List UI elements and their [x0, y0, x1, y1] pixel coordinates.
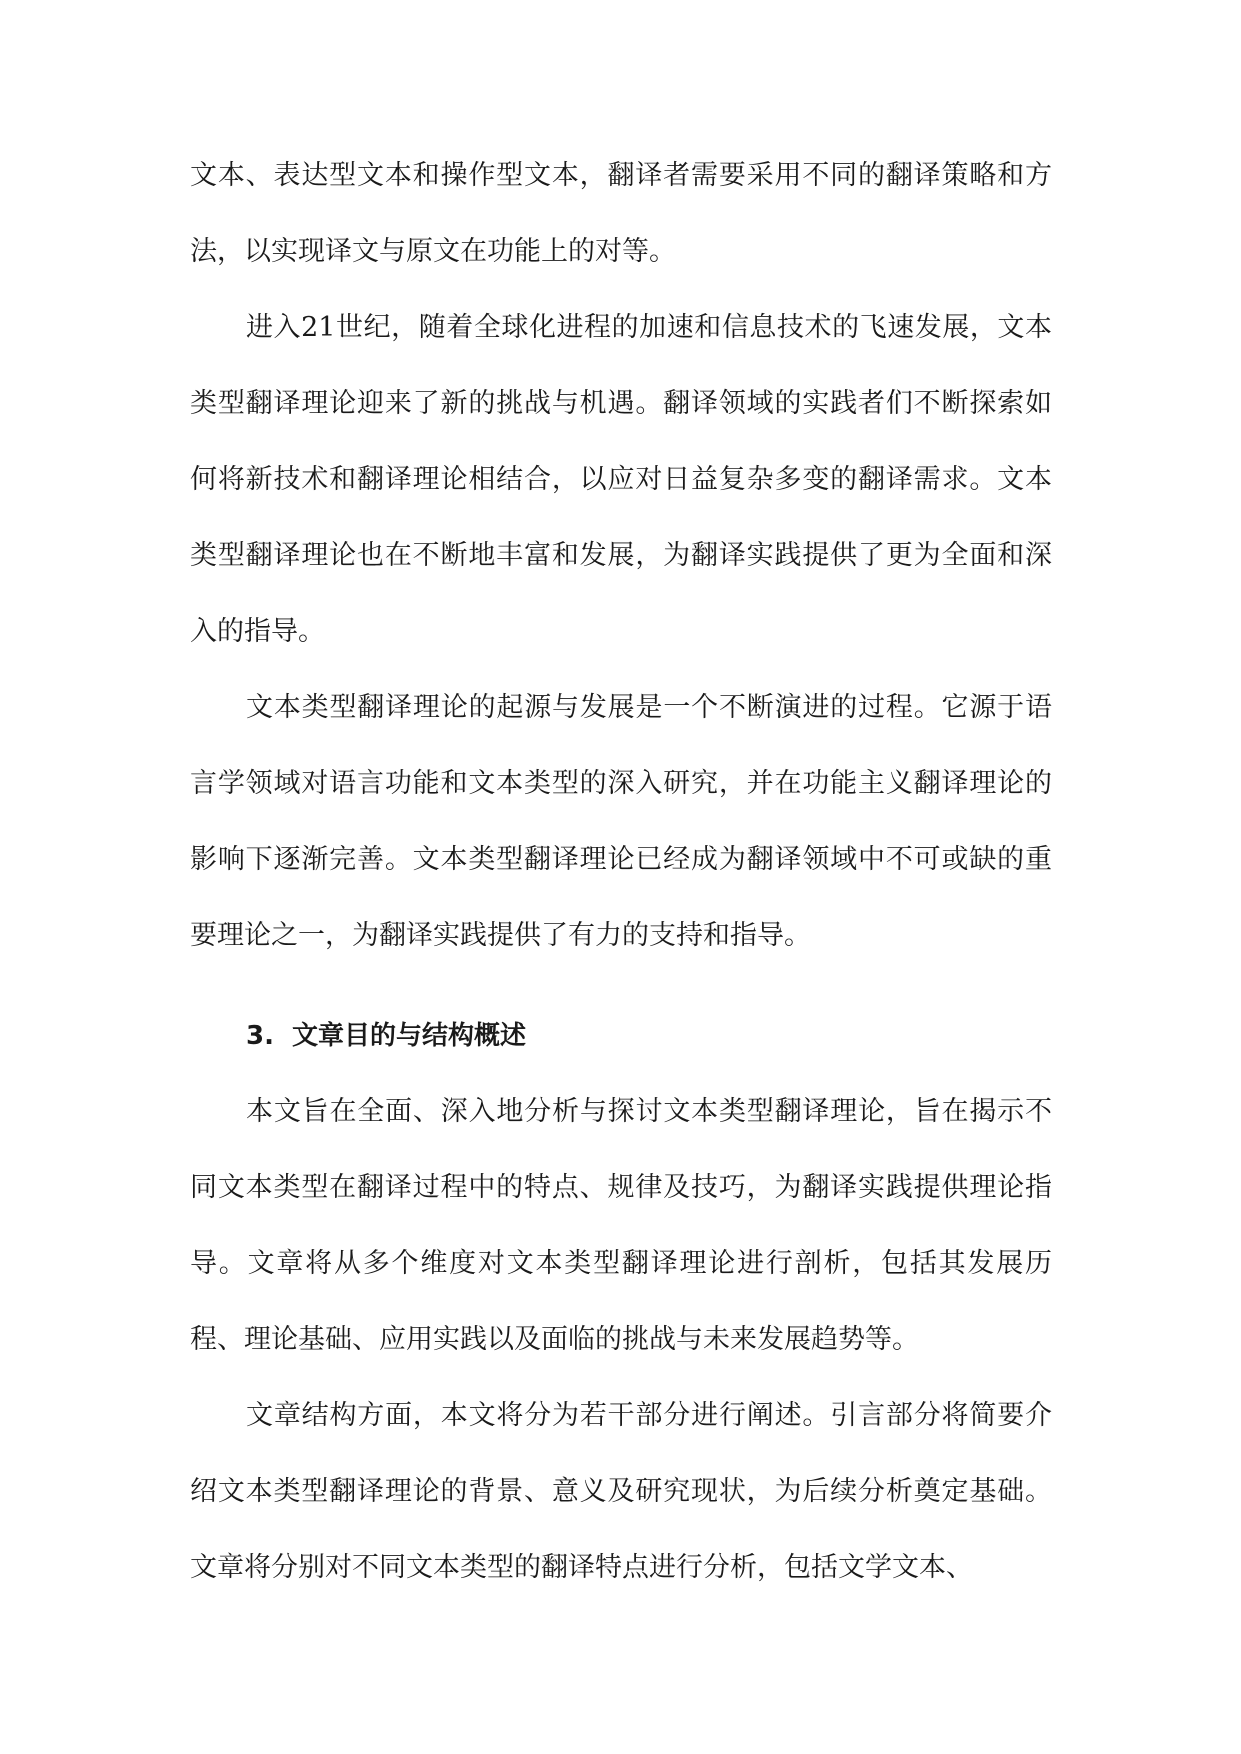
section-number: 3. [246, 1021, 274, 1051]
paragraph: 文章结构方面，本文将分为若干部分进行阐述。引言部分将简要介绍文本类型翻译理论的背景、意义及研究现状，为后续分析奠定基础。文章将分别对不同文本类型的翻译特点进行分析，包括文学文本、 [190, 1400, 1052, 1583]
paragraph: 本文旨在全面、深入地分析与探讨文本类型翻译理论，旨在揭示不同文本类型在翻译过程中的特点、规律及技巧，为翻译实践提供理论指导。文章将从多个维度对文本类型翻译理论进行剖析，包括其发展历程、理论基础、应用实践以及面临的挑战与未来发展趋势等。 [190, 1096, 1052, 1355]
document-body [190, 138, 1052, 1606]
paragraph-continued: 文本、表达型文本和操作型文本，翻译者需要采用不同的翻译策略和方法，以实现译文与原文在功能上的对等。 [190, 160, 1052, 267]
paragraph: 文本类型翻译理论的起源与发展是一个不断演进的过程。它源于语言学领域对语言功能和文本类型的深入研究，并在功能主义翻译理论的影响下逐渐完善。文本类型翻译理论已经成为翻译领域中不可或缺的重要理论之一，为翻译实践提供了有力的支持和指导。 [190, 692, 1052, 951]
section-heading [190, 974, 1052, 1074]
section-title: 文章目的与结构概述 [291, 1021, 526, 1051]
paragraph: 进入21世纪，随着全球化进程的加速和信息技术的飞速发展，文本类型翻译理论迎来了新的挑战与机遇。翻译领域的实践者们不断探索如何将新技术和翻译理论相结合，以应对日益复杂多变的翻译需求。文本类型翻译理论也在不断地丰富和发展，为翻译实践提供了更为全面和深入的指导。 [190, 312, 1052, 647]
